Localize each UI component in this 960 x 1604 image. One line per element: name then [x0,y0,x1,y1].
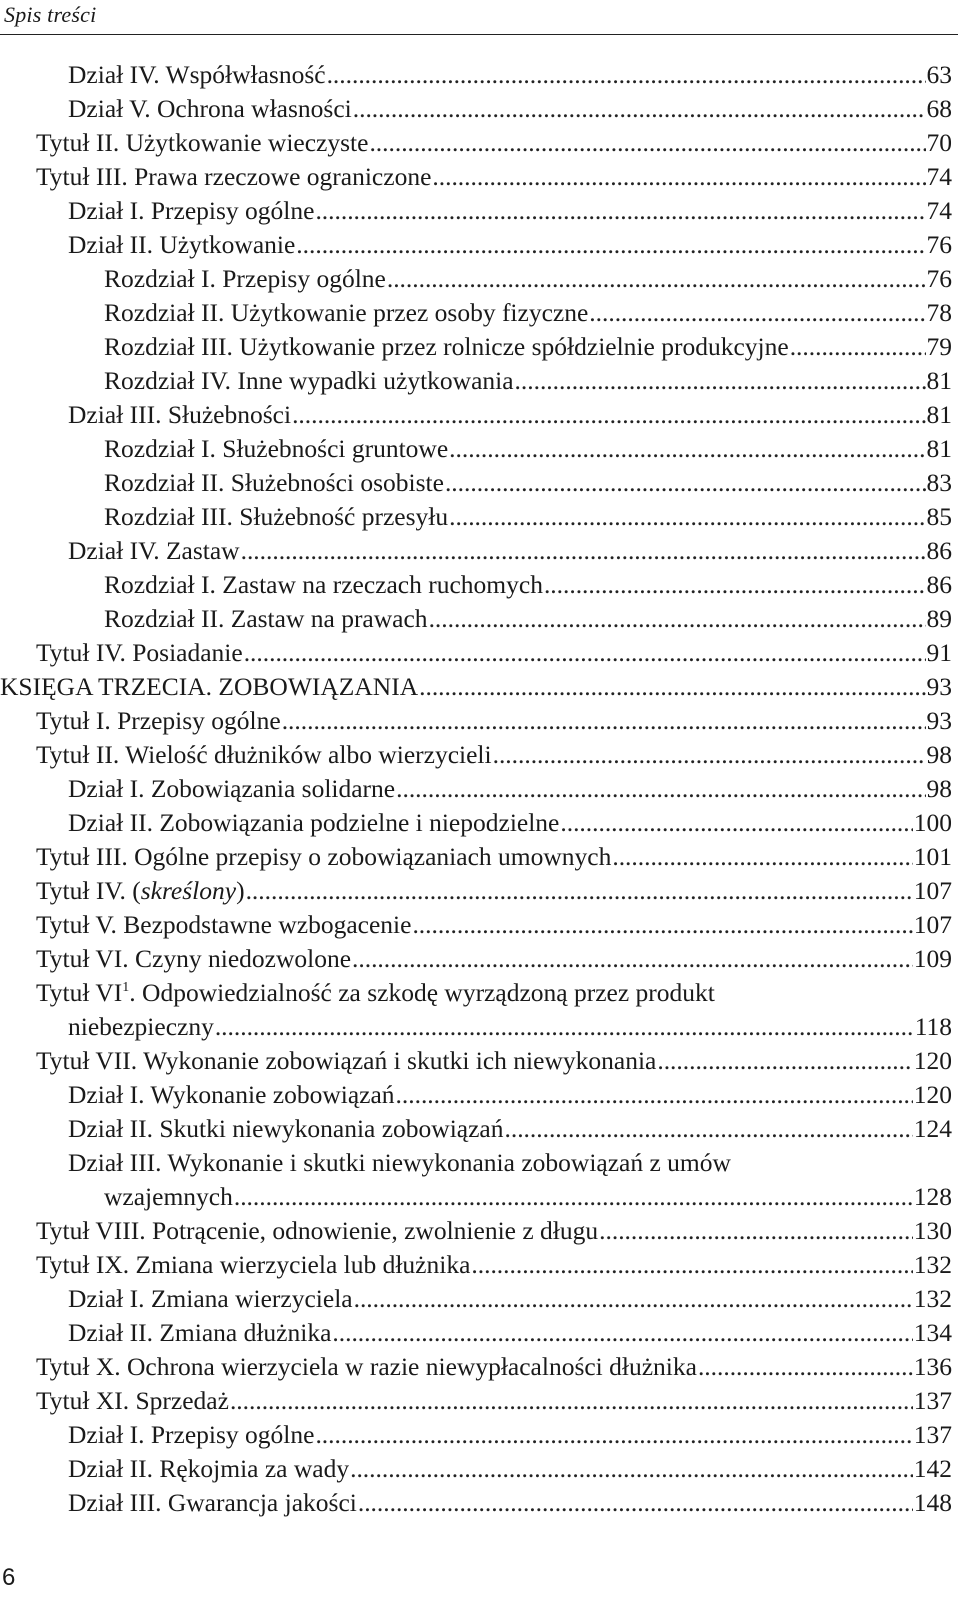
toc-entry-title: Rozdział IV. Inne wypadki użytkowania [104,366,514,395]
dot-leader [396,772,925,806]
toc-entry-title: Tytuł IV. (skreślony) [36,876,245,905]
toc-entry[interactable] [0,1486,952,1520]
toc-entry[interactable] [0,602,952,636]
dot-leader [560,806,912,840]
toc-entry[interactable] [0,1282,952,1316]
toc-entry-title: Dział I. Zobowiązania solidarne [68,774,396,803]
toc-entry[interactable] [0,92,952,126]
toc-entry-title: Tytuł VII. Wykonanie zobowiązań i skutki ich niewykonania [36,1046,657,1075]
toc-entry-title: Dział III. Wykonanie i skutki niewykonania zobowiązań z umów [68,1148,731,1177]
toc-entry[interactable] [0,194,952,228]
dot-leader [246,874,913,908]
toc-entry-title: Rozdział III. Użytkowanie przez rolnicze spółdzielnie produkcyjne [104,332,789,361]
dot-leader [350,1452,913,1486]
toc-entry-title: Dział II. Skutki niewykonania zobowiązań [68,1114,504,1143]
toc-entry-page: 109 [913,944,952,973]
dot-leader [493,738,926,772]
toc-entry-italic: skreślony [140,876,237,905]
toc-entry[interactable] [0,228,952,262]
toc-entry-page: 107 [913,910,952,939]
toc-entry-page: 86 [926,570,952,599]
toc-entry[interactable] [0,160,952,194]
toc-entry[interactable] [0,840,952,874]
toc-entry[interactable] [0,1078,952,1112]
toc-entry[interactable] [0,1044,952,1078]
toc-entry-page: 130 [913,1216,952,1245]
toc-entry-page: 101 [913,842,952,871]
toc-entry-page: 98 [926,774,952,803]
toc-entry-title: Dział V. Ochrona własności [68,94,352,123]
toc-entry-page: 89 [926,604,952,633]
dot-leader [234,1180,913,1214]
toc-entry-title: Rozdział I. Zastaw na rzeczach ruchomych [104,570,543,599]
toc-entry-page: 81 [926,400,952,429]
toc-entry-title: Dział I. Przepisy ogólne [68,196,315,225]
dot-leader [445,466,926,500]
toc-entry-page: 70 [926,128,952,157]
toc-entry-title: Dział I. Wykonanie zobowiązań [68,1080,395,1109]
toc-entry-page: 134 [913,1318,952,1347]
toc-entry[interactable] [0,1384,952,1418]
toc-entry[interactable] [0,1112,952,1146]
toc-entry-title: KSIĘGA TRZECIA. ZOBOWIĄZANIA [0,672,419,701]
toc-entry-title: Dział I. Zmiana wierzyciela [68,1284,353,1313]
toc-entry[interactable] [0,1248,952,1282]
dot-leader [544,568,926,602]
toc-entry-title: Dział III. Gwarancja jakości [68,1488,357,1517]
toc-entry-page: 128 [913,1182,952,1211]
toc-entry-page: 68 [926,94,952,123]
toc-entry[interactable] [0,500,952,534]
dot-leader [332,1316,912,1350]
toc-entry[interactable] [0,330,952,364]
toc-entry-page: 132 [913,1250,952,1279]
dot-leader [296,228,925,262]
toc-entry[interactable] [0,432,952,466]
toc-entry-title: Dział II. Zobowiązania podzielne i niepodzielne [68,808,560,837]
toc-entry-title-continued: wzajemnych [104,1182,233,1211]
toc-entry-title: Tytuł II. Wielość dłużników albo wierzycieli [36,740,492,769]
dot-leader [698,1350,913,1384]
toc-entry-title: Tytuł VIII. Potrącenie, odnowienie, zwolnienie z długu [36,1216,599,1245]
toc-entry-page: 124 [913,1114,952,1143]
dot-leader [432,160,925,194]
toc-entry-page: 136 [913,1352,952,1381]
toc-entry[interactable] [0,364,952,398]
toc-entry-page: 132 [913,1284,952,1313]
dot-leader [449,500,925,534]
toc-entry-title: Rozdział I. Służebności gruntowe [104,434,449,463]
toc-entry-page: 142 [913,1454,952,1483]
toc-entry[interactable] [0,1418,952,1452]
toc-entry-page: 78 [926,298,952,327]
dot-leader [215,1010,914,1044]
toc-entry[interactable] [0,636,952,670]
toc-entry-page: 63 [926,60,952,89]
toc-entry[interactable] [0,296,952,330]
toc-entry-page: 76 [926,230,952,259]
toc-entry[interactable] [0,1214,952,1248]
dot-leader [282,704,926,738]
toc-entry-page: 93 [926,706,952,735]
toc-entry-page: 83 [926,468,952,497]
table-of-contents [0,58,952,1520]
toc-entry-title: Tytuł IX. Zmiana wierzyciela lub dłużnika [36,1250,471,1279]
dot-leader [292,398,925,432]
toc-entry-title: Dział II. Użytkowanie [68,230,296,259]
toc-entry-page: 85 [926,502,952,531]
toc-entry[interactable] [0,772,952,806]
dot-leader [471,1248,912,1282]
dot-leader [505,1112,913,1146]
toc-entry[interactable] [0,942,952,976]
dot-leader [419,670,925,704]
toc-entry-title-continued: niebezpieczny [68,1012,214,1041]
toc-entry[interactable] [0,262,952,296]
dot-leader [396,1078,913,1112]
toc-entry-title: Dział II. Zmiana dłużnika [68,1318,332,1347]
dot-leader [429,602,926,636]
toc-entry-title: Tytuł I. Przepisy ogólne [36,706,281,735]
toc-entry-page: 107 [913,876,952,905]
toc-entry-page: 79 [926,332,952,361]
toc-entry-page: 148 [913,1488,952,1517]
toc-entry[interactable] [0,398,952,432]
toc-entry-page: 120 [913,1080,952,1109]
toc-entry-page: 137 [913,1386,952,1415]
header-title: Spis treści [4,2,97,27]
dot-leader [230,1384,913,1418]
dot-leader [315,1418,912,1452]
toc-entry-superscript: 1 [122,980,130,995]
dot-leader [387,262,926,296]
toc-entry-title: Tytuł III. Prawa rzeczowe ograniczone [36,162,432,191]
dot-leader [515,364,926,398]
toc-entry[interactable] [0,1350,952,1384]
toc-entry-page: 81 [926,434,952,463]
running-header [0,0,958,35]
dot-leader [327,58,926,92]
toc-entry[interactable] [0,670,952,704]
page-number: 6 [2,1564,16,1591]
toc-entry[interactable] [0,58,952,92]
toc-entry[interactable] [0,806,952,840]
toc-entry-page: 76 [926,264,952,293]
toc-entry-title: Dział III. Służebności [68,400,292,429]
toc-entry-page: 120 [913,1046,952,1075]
toc-entry-title: Tytuł IV. Posiadanie [36,638,243,667]
toc-entry[interactable] [0,1316,952,1350]
toc-entry[interactable] [0,908,952,942]
toc-entry[interactable] [0,1452,952,1486]
toc-entry[interactable] [0,568,952,602]
dot-leader [412,908,912,942]
toc-entry-page: 100 [913,808,952,837]
toc-entry-title: Tytuł VI. Czyny niedozwolone [36,944,352,973]
toc-entry-page: 86 [926,536,952,565]
toc-entry-title: Tytuł V. Bezpodstawne wzbogacenie [36,910,412,939]
toc-entry-title: Tytuł III. Ogólne przepisy o zobowiązaniach umownych [36,842,612,871]
toc-entry-title: Rozdział II. Służebności osobiste [104,468,444,497]
dot-leader [599,1214,913,1248]
toc-entry[interactable] [0,704,952,738]
dot-leader [612,840,912,874]
dot-leader [244,636,926,670]
toc-entry-page: 81 [926,366,952,395]
toc-entry-title: Dział II. Rękojmia za wady [68,1454,350,1483]
toc-entry-page: 93 [926,672,952,701]
toc-entry-title: Rozdział I. Przepisy ogólne [104,264,386,293]
dot-leader [589,296,925,330]
dot-leader [449,432,925,466]
toc-entry-title: Dział IV. Zastaw [68,536,240,565]
toc-entry-title: Rozdział III. Służebność przesyłu [104,502,449,531]
toc-entry-title: Rozdział II. Użytkowanie przez osoby fizyczne [104,298,589,327]
toc-entry-page: 98 [926,740,952,769]
dot-leader [790,330,926,364]
dot-leader [657,1044,912,1078]
toc-entry-title: Tytuł X. Ochrona wierzyciela w razie niewypłacalności dłużnika [36,1352,697,1381]
toc-entry-page: 118 [914,1012,952,1041]
dot-leader [354,1282,913,1316]
toc-entry[interactable] [0,126,952,160]
toc-entry[interactable] [0,738,952,772]
toc-entry[interactable] [0,466,952,500]
toc-entry-title: Tytuł II. Użytkowanie wieczyste [36,128,369,157]
toc-entry[interactable] [0,1146,952,1214]
toc-entry-title: Dział IV. Współwłasność [68,60,326,89]
toc-entry-page: 91 [926,638,952,667]
dot-leader [352,942,913,976]
toc-entry-title: Dział I. Przepisy ogólne [68,1420,315,1449]
toc-entry-title: Tytuł XI. Sprzedaż [36,1386,229,1415]
toc-entry-title: Rozdział II. Zastaw na prawach [104,604,428,633]
toc-entry-title: Tytuł $VI^1$. Odpowiedzialność za szkodę wyrządzoną przez produkt [36,978,715,1007]
dot-leader [358,1486,913,1520]
toc-entry[interactable] [0,534,952,568]
dot-leader [369,126,925,160]
toc-entry[interactable] [0,874,952,908]
dot-leader [353,92,926,126]
toc-entry-page: 74 [926,196,952,225]
dot-leader [241,534,926,568]
toc-entry-page: 74 [926,162,952,191]
toc-entry[interactable] [0,976,952,1044]
dot-leader [315,194,925,228]
toc-entry-page: 137 [913,1420,952,1449]
